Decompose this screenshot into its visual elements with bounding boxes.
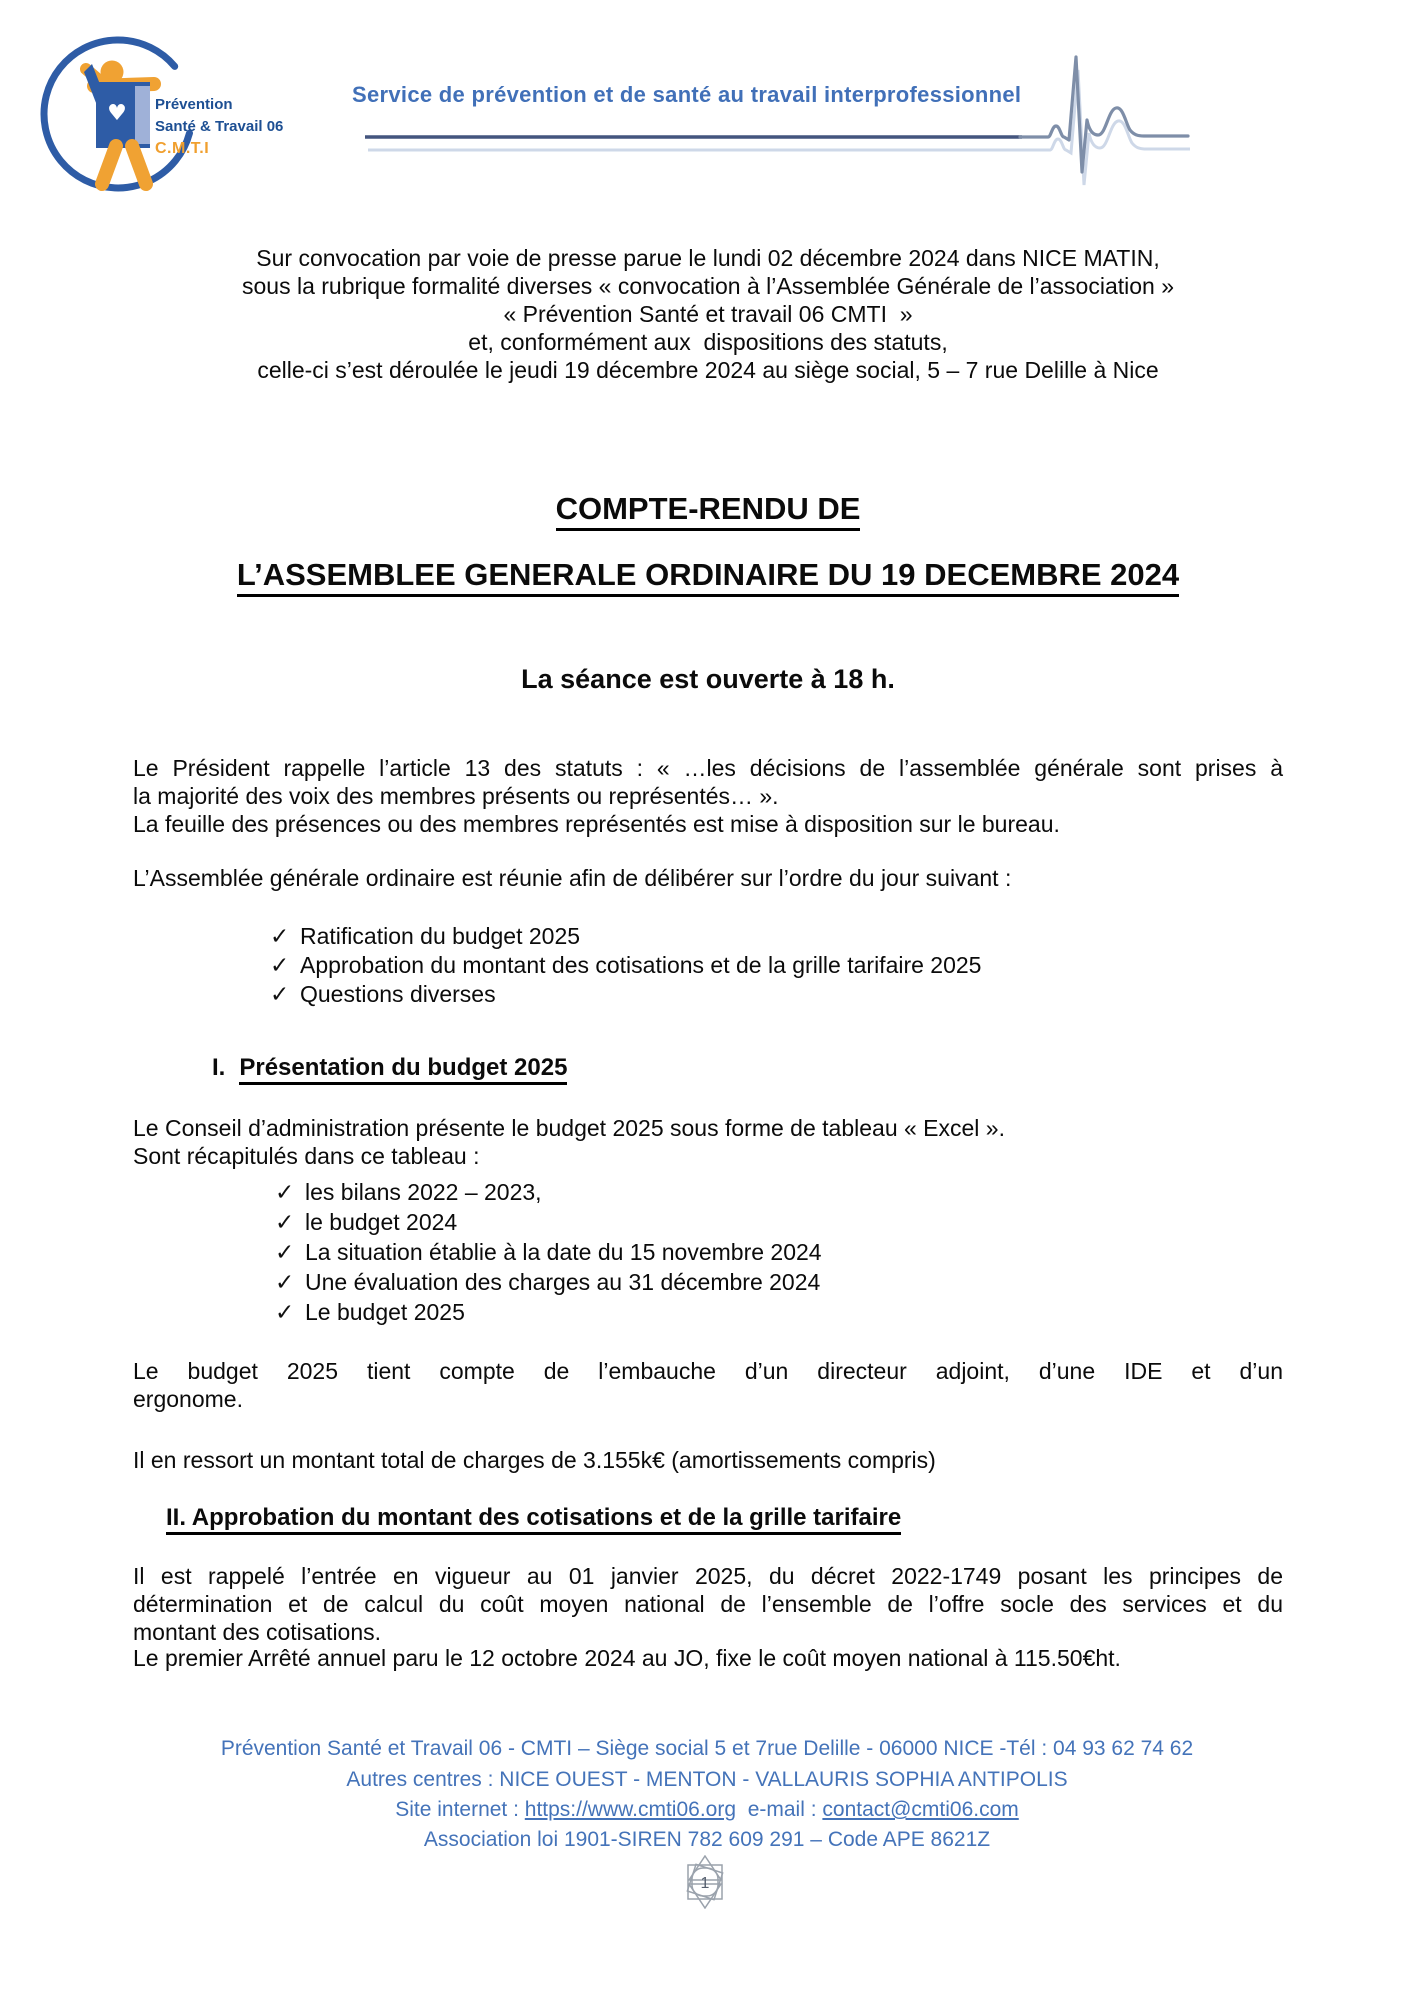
section2-paragraph2: Le premier Arrêté annuel paru le 12 octobre 2024 au JO, fixe le coût moyen national à 115.50€ht. (133, 1645, 1121, 1671)
list-item (275, 1177, 1414, 1207)
footer-email-link[interactable]: contact@cmti06.com (822, 1798, 1019, 1821)
convocation-paragraph (133, 244, 1283, 384)
section1-heading (212, 1054, 567, 1082)
article13-paragraph (133, 754, 1283, 838)
list-item (275, 1237, 1414, 1267)
agenda-item-label: Ratification du budget 2025 (300, 923, 581, 949)
paragraph-line: ergonome. (133, 1386, 243, 1412)
svg-text:♥: ♥ (107, 101, 127, 126)
check-icon: ✓ (270, 923, 290, 949)
header-tagline: Service de prévention et de santé au travail interprofessionnel (352, 82, 1022, 107)
list-item (275, 1207, 1414, 1237)
document-body (133, 0, 1283, 2000)
section1-paragraph4: Il en ressort un montant total de charges de 3.155k€ (amortissements compris) (133, 1447, 936, 1473)
section1-number: I. (212, 1054, 226, 1081)
list-item-label: le budget 2024 (305, 1209, 458, 1235)
list-item-label: les bilans 2022 – 2023, (305, 1179, 542, 1205)
logo-name-cmti: C.M.T.I (155, 140, 210, 157)
convocation-line: sous la rubrique formalité diverses « convocation à l’Assemblée Générale de l’association » (242, 273, 1174, 299)
convocation-line: « Prévention Santé et travail 06 CMTI » (503, 301, 913, 327)
section2-paragraph1 (133, 1562, 1283, 1646)
page-number-ornament (681, 1855, 729, 1909)
section1-title: Présentation du budget 2025 (239, 1054, 567, 1085)
footer-email-label: e-mail : (736, 1798, 823, 1821)
check-icon: ✓ (275, 1269, 295, 1295)
list-item-label: Le budget 2025 (305, 1299, 465, 1325)
paragraph-line: Le Président rappelle l’article 13 des statuts : « …les décisions de l’assemblée générale sont prises à (133, 755, 1283, 781)
footer-website-link[interactable]: https://www.cmti06.org (524, 1798, 737, 1821)
paragraph-line: montant des cotisations. (133, 1619, 382, 1645)
check-icon: ✓ (270, 981, 290, 1007)
budget-table-list (133, 1177, 1414, 1327)
paragraph-line: détermination et de calcul du coût moyen national de l’ensemble de l’offre socle des services et du (133, 1591, 1283, 1617)
page-number: 1 (700, 1875, 710, 1892)
agenda-intro: L’Assemblée générale ordinaire est réunie afin de délibérer sur l’ordre du jour suivant : (133, 865, 1012, 891)
document-title-line1 (133, 491, 1283, 527)
footer-contact-line (0, 1798, 1414, 1822)
section2-title: II. Approbation du montant des cotisations et de la grille tarifaire (166, 1504, 901, 1535)
section1-paragraph1: Le Conseil d’administration présente le budget 2025 sous forme de tableau « Excel ». (133, 1115, 1005, 1141)
list-item-label: Une évaluation des charges au 31 décembre 2024 (305, 1269, 821, 1295)
logo-name-line1: Prévention (155, 96, 233, 113)
agenda-list (133, 922, 1414, 1009)
page-number-graphic (681, 1855, 729, 1909)
section1-paragraph3 (133, 1357, 1283, 1413)
document-title-line2 (133, 557, 1283, 593)
paragraph-line: Il est rappelé l’entrée en vigueur au 01 janvier 2025, du décret 2022-1749 posant les principes de (133, 1563, 1283, 1589)
agenda-item (270, 922, 1414, 951)
paragraph-line: La feuille des présences ou des membres représentés est mise à disposition sur le bureau. (133, 811, 1060, 837)
logo-name-line2: Santé & Travail 06 (155, 118, 284, 135)
convocation-line: celle-ci s’est déroulée le jeudi 19 décembre 2024 au siège social, 5 – 7 rue Delille à Nice (257, 357, 1159, 383)
agenda-item (270, 980, 1414, 1009)
check-icon: ✓ (275, 1299, 295, 1325)
footer-centres-line: Autres centres : NICE OUEST - MENTON - VALLAURIS SOPHIA ANTIPOLIS (346, 1768, 1068, 1791)
convocation-line: Sur convocation par voie de presse parue le lundi 02 décembre 2024 dans NICE MATIN, (256, 245, 1160, 271)
title-text: L’ASSEMBLEE GENERALE ORDINAIRE DU 19 DECEMBRE 2024 (237, 557, 1179, 597)
list-item-label: La situation établie à la date du 15 novembre 2024 (305, 1239, 822, 1265)
convocation-line: et, conformément aux dispositions des statuts, (468, 329, 948, 355)
paragraph-line: Le budget 2025 tient compte de l’embauche d’un directeur adjoint, d’une IDE et d’un (133, 1358, 1283, 1384)
agenda-item-label: Approbation du montant des cotisations et de la grille tarifaire 2025 (300, 952, 982, 978)
footer-association-line: Association loi 1901-SIREN 782 609 291 – Code APE 8621Z (423, 1828, 991, 1851)
title-text: COMPTE-RENDU DE (556, 491, 861, 531)
footer-address-line: Prévention Santé et Travail 06 - CMTI – Siège social 5 et 7rue Delille - 06000 NICE -Tél : 04 93 62 74 62 (220, 1737, 1194, 1760)
check-icon: ✓ (270, 952, 290, 978)
check-icon: ✓ (275, 1209, 295, 1235)
paragraph-line: la majorité des voix des membres présents ou représentés… ». (133, 783, 779, 809)
agenda-item (270, 951, 1414, 980)
section1-paragraph2: Sont récapitulés dans ce tableau : (133, 1143, 480, 1169)
session-opening-statement: La séance est ouverte à 18 h. (521, 664, 895, 694)
footer-site-label: Site internet : (395, 1798, 525, 1821)
section2-heading (166, 1504, 901, 1532)
list-item (275, 1267, 1414, 1297)
check-icon: ✓ (275, 1179, 295, 1205)
check-icon: ✓ (275, 1239, 295, 1265)
agenda-item-label: Questions diverses (300, 981, 496, 1007)
list-item (275, 1297, 1414, 1327)
